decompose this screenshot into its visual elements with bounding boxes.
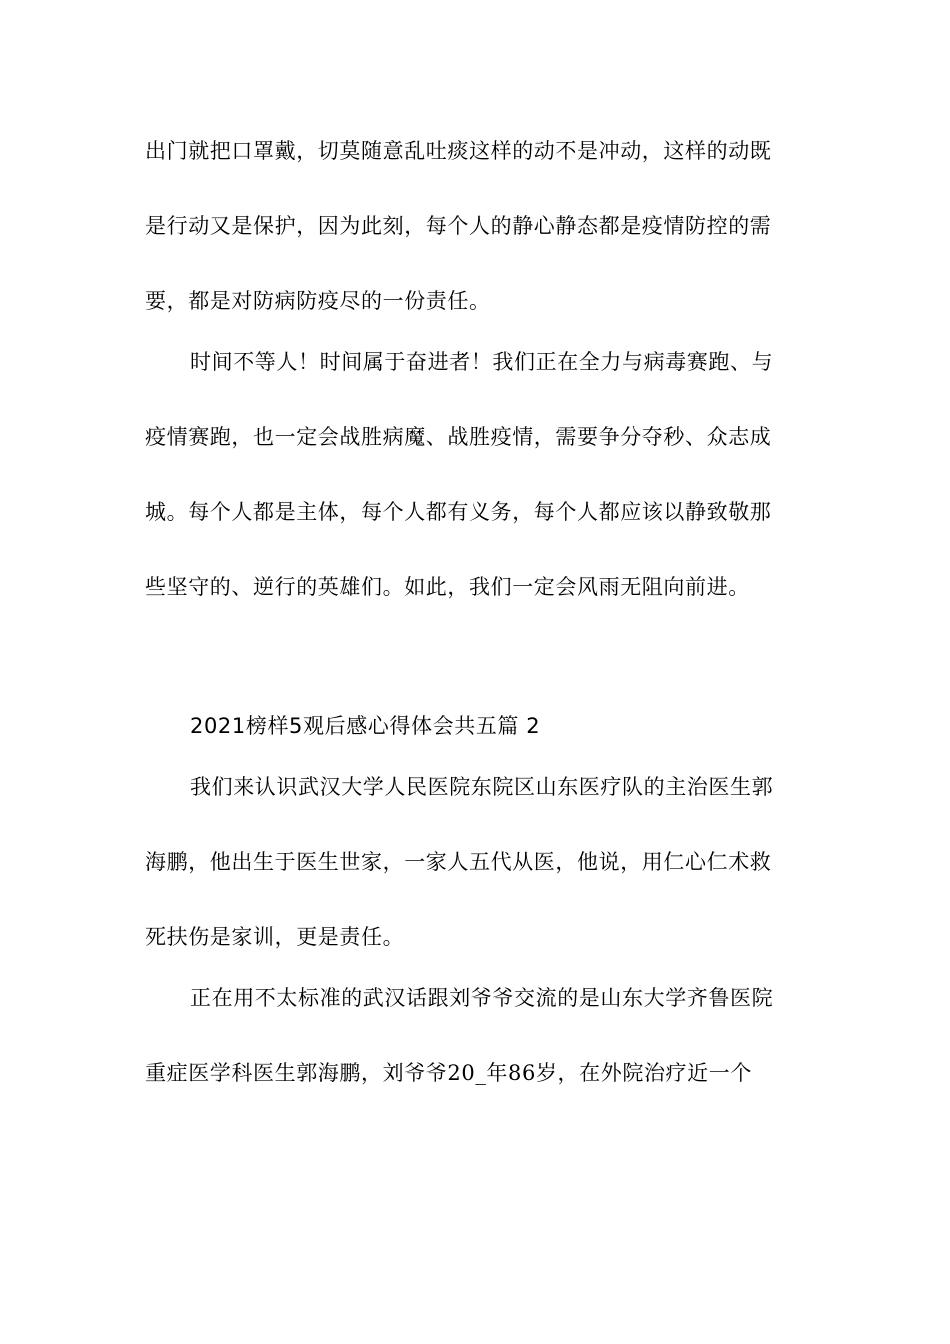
paragraph-line: 城。每个人都是主体，每个人都有义务，每个人都应该以静致敬那	[145, 500, 772, 524]
section-heading: 2021榜样5观后感心得体会共五篇 2	[190, 714, 541, 738]
paragraph-line: 要，都是对防病防疫尽的一份责任。	[145, 289, 491, 313]
paragraph-line: 时间不等人！时间属于奋进者！我们正在全力与病毒赛跑、与	[190, 350, 774, 374]
paragraph-line: 出门就把口罩戴，切莫随意乱吐痰这样的动不是冲动，这样的动既	[145, 139, 772, 163]
paragraph-line: 海鹏，他出生于医生世家，一家人五代从医，他说，用仁心仁术救	[145, 850, 772, 874]
paragraph-line: 我们来认识武汉大学人民医院东院区山东医疗队的主治医生郭	[190, 775, 774, 799]
paragraph-line: 死扶伤是家训，更是责任。	[145, 925, 405, 949]
paragraph-line: 正在用不太标准的武汉话跟刘爷爷交流的是山东大学齐鲁医院	[190, 986, 774, 1010]
paragraph-line: 重症医学科医生郭海鹏，刘爷爷20_年86岁，在外院治疗近一个	[145, 1061, 752, 1085]
paragraph-line: 些坚守的、逆行的英雄们。如此，我们一定会风雨无阻向前进。	[145, 575, 750, 599]
paragraph-line: 是行动又是保护，因为此刻，每个人的静心静态都是疫情防控的需	[145, 214, 772, 238]
paragraph-line: 疫情赛跑，也一定会战胜病魔、战胜疫情，需要争分夺秒、众志成	[145, 425, 772, 449]
